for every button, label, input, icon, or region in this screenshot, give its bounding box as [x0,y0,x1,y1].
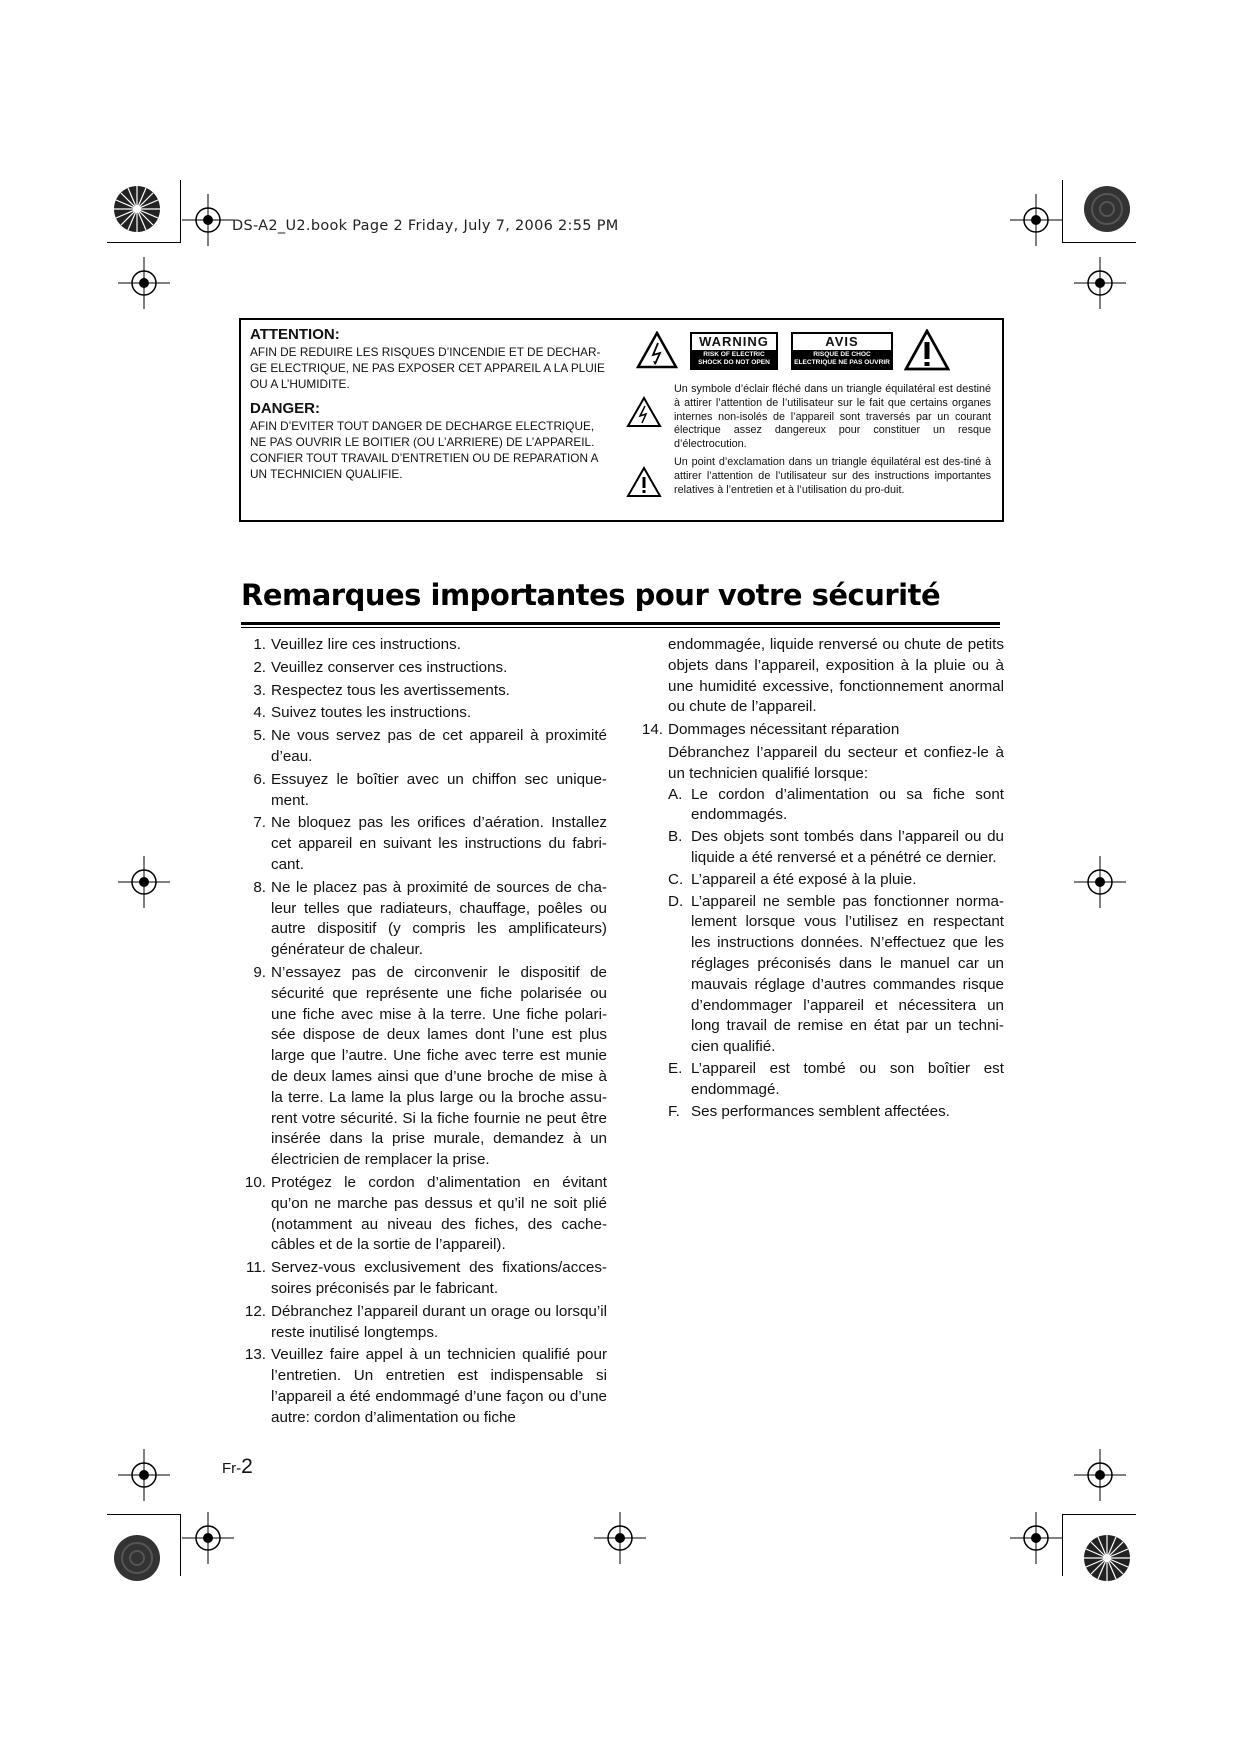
item-text: Veuillez lire ces instructions. [271,636,461,653]
trim-line [180,180,181,242]
page-title: Remarques importantes pour votre sécurité [241,578,941,612]
sub-item-text: L’appareil est tombé ou son boîtier est endommagé. [691,1059,1004,1098]
sub-item [637,870,1004,891]
item-number: 10. [244,1173,266,1191]
item-number: 7. [253,814,266,832]
trim-line [1062,1514,1063,1576]
sub-item-letter: C. [668,870,684,888]
item-14-intro: Débranchez l’appareil du secteur et confiez-le à un technicien qualifié lorsque: [668,743,1004,782]
list-item [240,770,607,812]
crosshair-icon [118,856,170,908]
danger-text: AFIN D’EVITER TOUT DANGER DE DECHARGE ELECTRIQUE, NE PAS OUVRIR LE BOITIER (OU L’ARRIERE) DE L’APPAREIL. CONFIER TOUT TRAVAIL D’ENTRETIEN OU DE REPARATION A UN TECHNICIEN QUALIFIE. [250,419,598,481]
item-number: 11. [246,1259,266,1277]
registration-dark-icon [1082,184,1132,234]
trim-line [1062,242,1136,243]
item-number: 1. [253,636,266,653]
warning-text-column [250,326,612,490]
list-item [240,1173,607,1256]
page-number [222,1455,253,1479]
danger-title: DANGER: [250,400,320,417]
exclamation-triangle-icon [626,466,662,498]
sub-item [637,1059,1004,1101]
attention-title: ATTENTION: [250,326,340,343]
title-rule-thick [241,622,1000,625]
crosshair-icon [594,1512,646,1564]
list-item [637,720,1004,741]
item-number: 5. [253,727,266,745]
item-number: 3. [253,681,266,699]
instructions-column-right [637,635,1004,1123]
sub-item-text: Des objets sont tombés dans l’appareil ou du liquide a été renversé et a pénétré ce dernier. [691,828,1004,866]
list-item [240,878,607,961]
list-item [240,1302,607,1344]
item-text: Respectez tous les avertissements. [271,681,510,699]
book-header-line: DS-A2_U2.book Page 2 Friday, July 7, 2006 2:55 PM [232,218,619,234]
item-number: 8. [253,878,266,896]
avis-label-sub: RISQUE DE CHOC ELECTRIQUE NE PAS OUVRIR [794,351,890,366]
item-text: Veuillez faire appel à un technicien qualifié pour l’entretien. Un entretien est indispensable si l’appareil a été endommagé d’une façon ou d’une autre: cordon d’alimentation ou fiche [271,1346,607,1426]
crosshair-icon [118,1449,170,1501]
warning-label-sub: RISK OF ELECTRIC SHOCK DO NOT OPEN [692,350,776,368]
item-text: Essuyez le boîtier avec un chiffon sec unique-ment. [271,770,607,809]
avis-label [791,332,893,370]
trim-line [107,242,181,243]
page-number-value: 2 [241,1455,253,1478]
list-item [240,703,607,724]
item-text: Veuillez conserver ces instructions. [271,658,508,676]
list-item [240,726,607,768]
sub-item-text: Ses performances semblent affectées. [691,1102,950,1120]
sub-item-text: L’appareil a été exposé à la pluie. [691,870,917,888]
crosshair-icon [1074,856,1126,908]
list-item [240,681,607,702]
item-text: Ne vous servez pas de cet appareil à proximité d’eau. [271,727,607,765]
list-item [240,1258,607,1300]
trim-line [107,1514,181,1515]
registration-star-icon [1082,1533,1132,1583]
crosshair-icon [182,1512,234,1564]
item-text: Protégez le cordon d’alimentation en évitant qu’on ne marche pas dessus et qu’il ne soit plié (notamment au niveau des fiches, des cache-câbles et de la sortie de l’appareil). [271,1173,607,1254]
sub-item-text: L’appareil ne semble pas fonctionner norma-lement lorsque vous l’utilisez en respectant les instructions données. N’effectuez que les réglages préconisés dans le manuel car un mauvais réglage d’autres commandes risque d’endommager l’appareil et nécessitera un long travail de remise en état par un techni-cien qualifié. [691,892,1004,1056]
registration-dark-icon [112,1533,162,1583]
item-number: 9. [253,963,266,981]
list-item [240,813,607,875]
sub-item [637,1102,1004,1123]
crosshair-icon [1010,1512,1062,1564]
crosshair-icon [118,257,170,309]
sub-item-letter: E. [668,1059,683,1077]
lightning-symbol-description: Un symbole d’éclair fléché dans un triangle équilatéral est destiné à attirer l’attention de l’utilisateur sur le fait que certains organes internes non-isolés de l’appareil sont traversés par un courant électrique assez dangereux pour constituer un resque d’électrocution. [674,383,991,451]
item-number: 12. [244,1302,266,1320]
warning-label [690,332,778,370]
page-prefix: Fr- [222,1460,242,1477]
sub-item [637,785,1004,827]
sub-item-letter: F. [668,1102,680,1120]
sub-item-letter: B. [668,828,683,846]
symbol-column [628,327,996,515]
item-number: 2. [253,658,266,676]
exclamation-symbol-description: Un point d’exclamation dans un triangle équilatéral est des-tiné à attirer l’attention de l’utilisateur sur des instructions importantes relatives à l’entretien et à l’utilisation du pro-duit. [674,456,991,496]
crosshair-icon [1074,1449,1126,1501]
crosshair-icon [1010,194,1062,246]
item-text: Servez-vous exclusivement des fixations/acces-soires préconisés par le fabricant. [271,1259,607,1297]
lightning-triangle-icon [626,396,662,428]
crosshair-icon [182,194,234,246]
sub-item-letter: D. [668,892,684,910]
item-number: 14. [641,721,663,739]
trim-line [180,1514,181,1576]
item-13-continuation: endommagée, liquide renversé ou chute de petits objets dans l’appareil, exposition à la pluie ou à une humidité excessive, fonctionnement anormal ou chute de l’appareil. [668,636,1004,716]
item-title: Dommages nécessitant réparation [668,721,900,739]
item-text: Ne bloquez pas les orifices d’aération. Installez cet appareil en suivant les instructions du fabri-cant. [271,814,607,873]
item-text: Suivez toutes les instructions. [271,704,472,722]
sub-item-text: Le cordon d’alimentation ou sa fiche sont endommagés. [691,785,1004,824]
exclamation-triangle-icon [904,329,950,371]
trim-line [1062,1514,1136,1515]
crosshair-icon [1074,257,1126,309]
list-item [240,1345,607,1428]
sub-item-letter: A. [668,785,683,803]
item-text: N’essayez pas de circonvenir le dispositif de sécurité que représente une fiche polarisée ou une fiche avec mise à la terre. Une fiche polari-sée dispose de deux lames dont l’une est plus large que l’autre. Une fiche avec terre est munie de deux lames ainsi que d’une broche de mise à la terre. La lame la plus large ou la broche assu-rent votre sécurité. Si la fiche fournie ne peut être insérée dans la prise murale, demandez à un électricien de remplacer la prise. [271,963,607,1169]
warning-label-title: WARNING [699,334,769,349]
item-text: Ne le placez pas à proximité de sources de cha-leur telles que radiateurs, chauffage, poêles ou autre dispositif (y compris les amplificateurs) générateur de chaleur. [271,878,607,959]
item-text: Débranchez l’appareil durant un orage ou lorsqu’il reste inutilisé longtemps. [271,1302,607,1341]
title-rule-thin [241,627,1000,628]
list-item [240,658,607,679]
sub-item [637,827,1004,869]
instructions-column-left [240,635,607,1430]
item-number: 6. [253,770,266,788]
attention-text: AFIN DE REDUIRE LES RISQUES D’INCENDIE ET DE DECHAR-GE ELECTRIQUE, NE PAS EXPOSER CET APPAREIL A LA PLUIE OU A L’HUMIDITE. [250,345,605,391]
item-number: 4. [253,704,266,722]
sub-item [637,892,1004,1058]
lightning-triangle-icon [636,331,678,369]
safety-warning-box [239,318,1004,522]
list-item [240,635,607,656]
registration-star-icon [112,184,162,234]
avis-label-title: AVIS [825,334,859,349]
item-number: 13. [244,1346,266,1364]
list-item [240,963,607,1171]
trim-line [1062,180,1063,242]
